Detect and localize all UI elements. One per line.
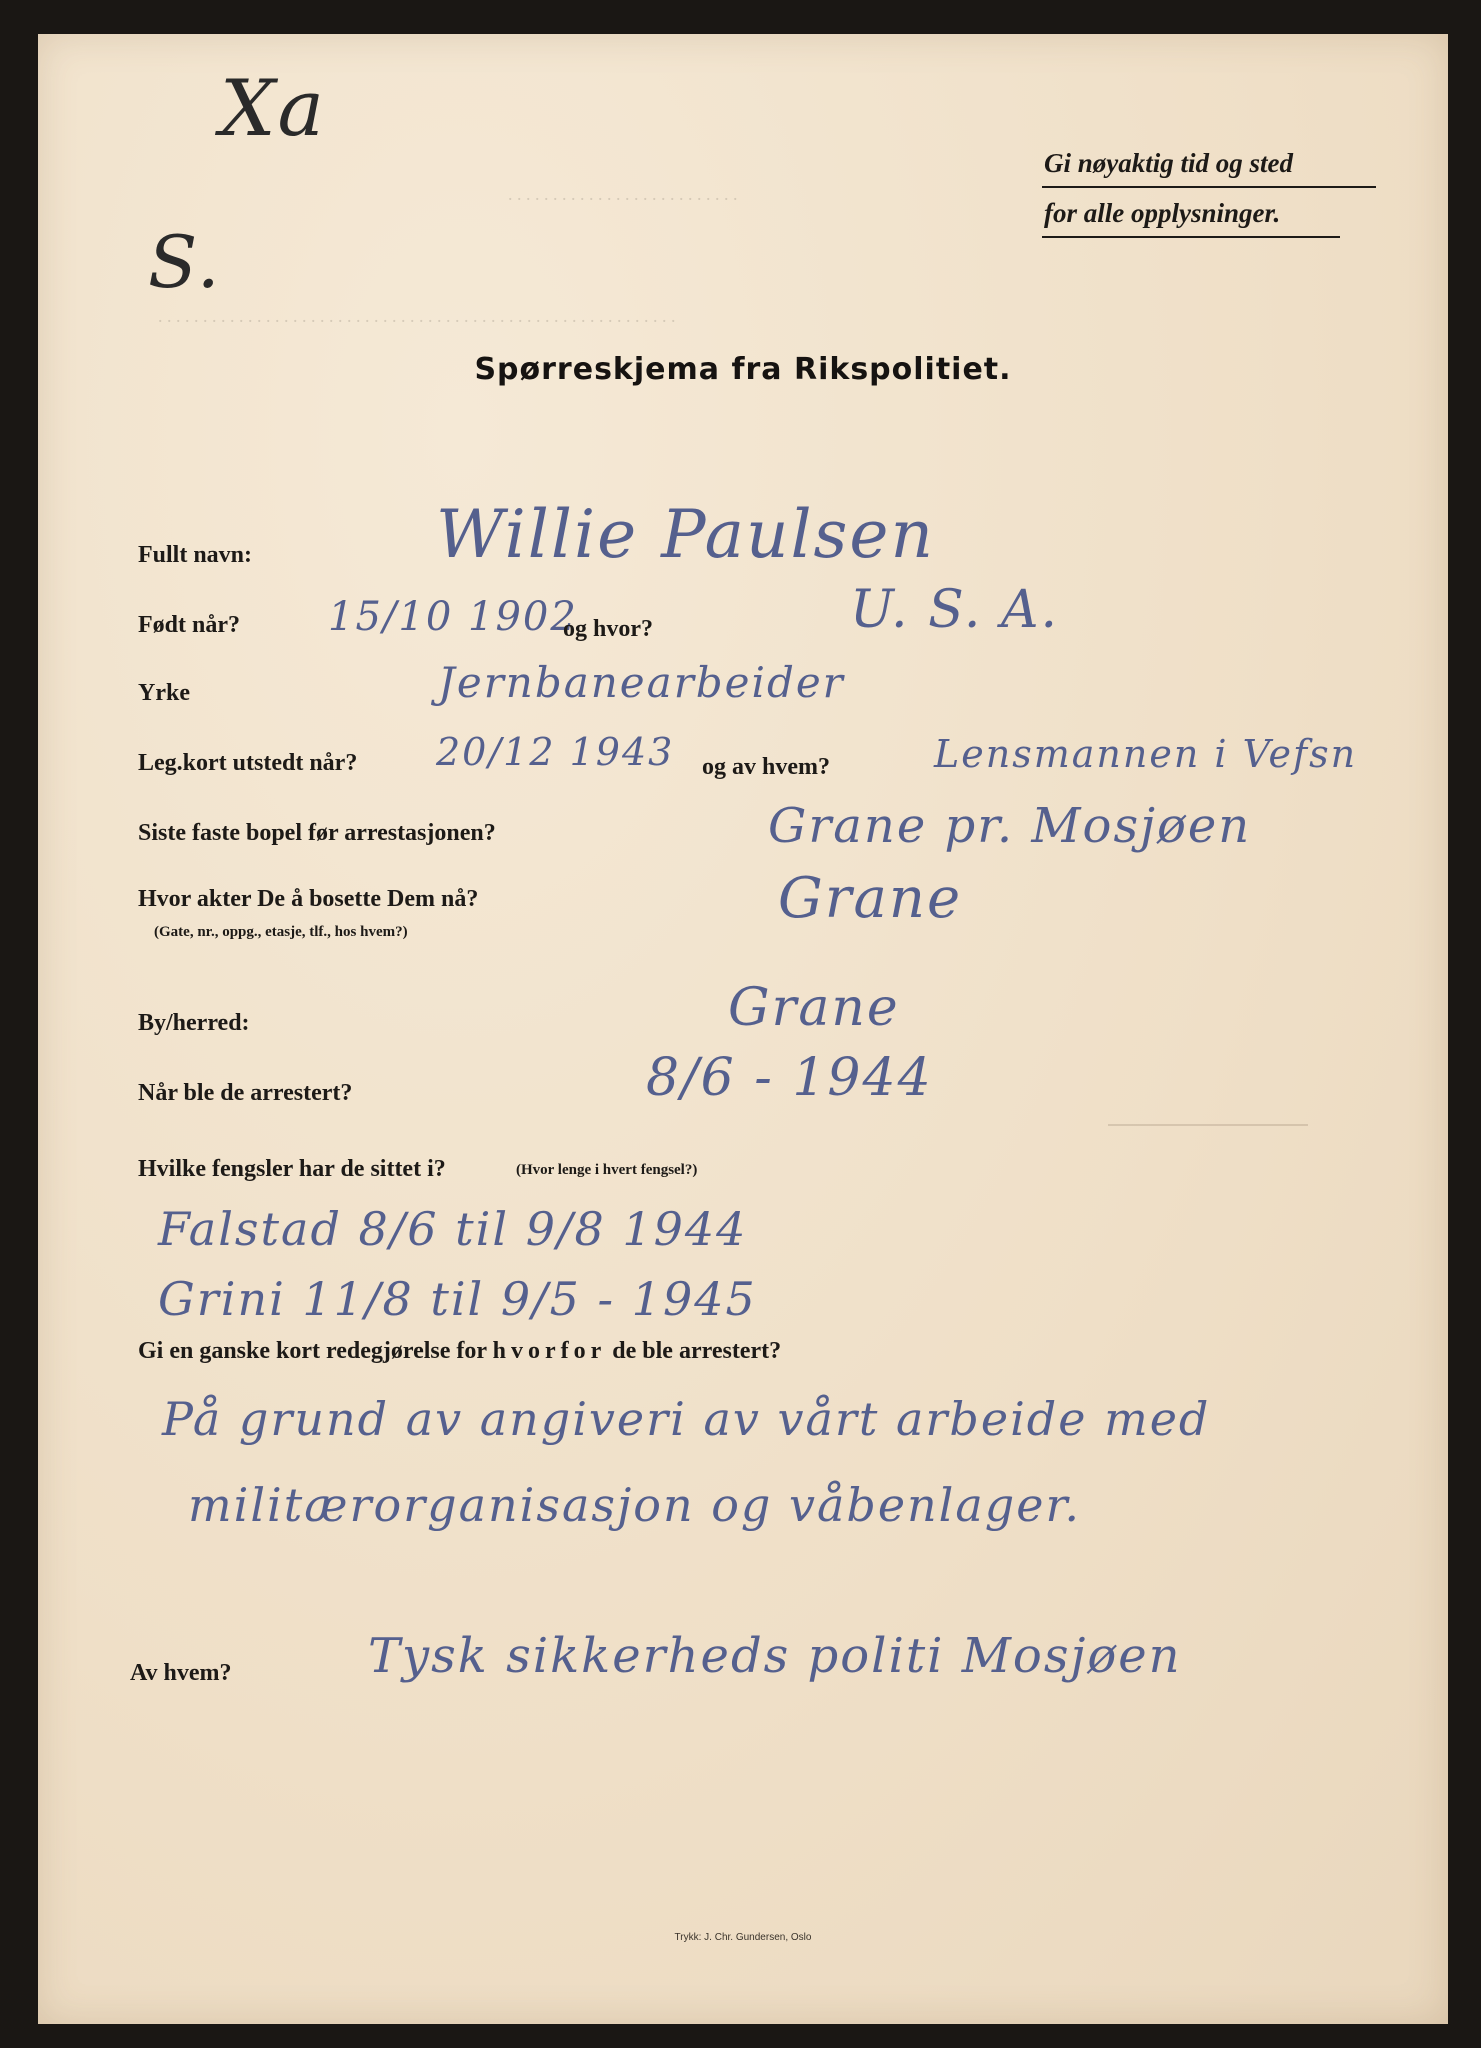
born-where-label: og hvor? xyxy=(563,616,653,642)
id-card-label: Leg.kort utstedt når? xyxy=(138,750,358,776)
reason-label-start: Gi en ganske kort redegjørelse for xyxy=(138,1338,487,1364)
occupation-value: Jernbanearbeider xyxy=(438,658,845,707)
municipality-label: By/herred: xyxy=(138,1010,250,1036)
reason-label xyxy=(138,1338,781,1365)
notice-line-1: Gi nøyaktig tid og sted xyxy=(1044,148,1293,178)
reason-label-end: de ble arrestert? xyxy=(612,1338,782,1364)
notice-line-2: for alle opplysninger. xyxy=(1044,198,1281,228)
id-card-by-value: Lensmannen i Vefsn xyxy=(934,732,1358,776)
born-label: Født når? xyxy=(138,612,240,638)
margin-mark-top: Xa xyxy=(220,64,327,154)
occupation-label: Yrke xyxy=(138,680,190,706)
form-title: Spørreskjema fra Rikspolitiet. xyxy=(474,352,1012,387)
id-card-date-value: 20/12 1943 xyxy=(436,730,675,774)
notice-underline-2 xyxy=(1042,236,1340,238)
settle-value: Grane xyxy=(778,866,963,931)
arrested-label: Når ble de arrestert? xyxy=(138,1080,353,1106)
settle-label: Hvor akter De å bosette Dem nå? xyxy=(138,886,479,912)
settle-sublabel: (Gate, nr., oppg., etasje, tlf., hos hvem?) xyxy=(154,924,408,940)
arrested-value: 8/6 - 1944 xyxy=(646,1048,933,1108)
margin-mark-left: S. xyxy=(148,220,222,304)
notice-underline-1 xyxy=(1042,186,1376,188)
last-residence-label: Siste faste bopel før arrestasjonen? xyxy=(138,820,496,846)
id-card-by-label: og av hvem? xyxy=(702,754,830,780)
full-name-label: Fullt navn: xyxy=(138,542,253,568)
reason-label-spaced: hvorfor xyxy=(492,1338,607,1364)
prisons-line-1: Falstad 8/6 til 9/8 1944 xyxy=(158,1202,748,1256)
prisons-label: Hvilke fengsler har de sittet i? xyxy=(138,1156,446,1182)
bleed-through-texture-2: . . . . . . . . . . . . . . . . . . . . . . . . . . . . . . . . . . . . . . . . . . . . . . . . . . . . . . . . . . xyxy=(158,306,676,326)
prisons-line-2: Grini 11/8 til 9/5 - 1945 xyxy=(158,1272,757,1326)
last-residence-value: Grane pr. Mosjøen xyxy=(768,798,1252,854)
bleed-through-texture: . . . . . . . . . . . . . . . . . . . . . . . . . . xyxy=(508,184,738,204)
reason-line-2: militærorganisasjon og våbenlager. xyxy=(188,1478,1082,1532)
full-name-value: Willie Paulsen xyxy=(436,496,935,573)
form-page xyxy=(38,34,1448,2024)
printer-credit: Trykk: J. Chr. Gundersen, Oslo xyxy=(674,1932,812,1943)
born-where-value: U. S. A. xyxy=(850,580,1060,640)
born-date-value: 15/10 1902 xyxy=(328,594,578,640)
municipality-value: Grane xyxy=(728,978,900,1038)
by-whom-value: Tysk sikkerheds politi Mosjøen xyxy=(368,1628,1182,1684)
reason-line-1: På grund av angiveri av vårt arbeide med xyxy=(162,1392,1211,1446)
faint-line-right xyxy=(1108,1124,1308,1126)
prisons-sublabel: (Hvor lenge i hvert fengsel?) xyxy=(516,1162,698,1178)
by-whom-label: Av hvem? xyxy=(130,1660,232,1686)
